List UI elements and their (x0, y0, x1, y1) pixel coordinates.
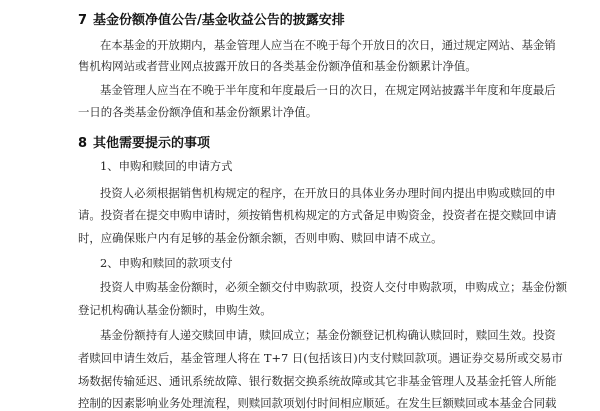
paragraph-line: 请。投资者在提交申购申请时，须按销售机构规定的方式备足申购资金，投资者在提交赎回申请 (78, 208, 557, 222)
paragraph-line: 一日的各类基金份额净值和基金份额累计净值。 (78, 105, 318, 119)
paragraph-line: 投资人必须根据销售机构规定的程序，在开放日的具体业务办理时间内提出申购或赎回的申 (100, 186, 556, 200)
paragraph-line: 基金管理人应当在不晚于半年度和年度最后一日的次日，在规定网站披露半年度和年度最后 (100, 83, 556, 97)
paragraph-line: 控制的因素影响业务处理流程，则赎回款项划付时间相应顺延。在发生巨额赎回或本基金合同载 (78, 396, 557, 410)
section-8-title: 其他需要提示的事项 (93, 136, 211, 151)
paragraph-line: 场数据传输延迟、通讯系统故障、银行数据交换系统故障或其它非基金管理人及基金托管人所能 (78, 374, 557, 388)
paragraph-line: 在本基金的开放期内，基金管理人应当在不晚于每个开放日的次日，通过规定网站、基金销 (100, 38, 556, 52)
subsection-heading: 2、申购和赎回的款项支付 (100, 256, 233, 270)
paragraph-line: 登记机构确认基金份额时，申购生效。 (78, 303, 272, 317)
section-7-number: 7 (78, 13, 88, 28)
section-8-number: 8 (78, 136, 88, 151)
paragraph-line: 基金份额持有人递交赎回申请，赎回成立；基金份额登记机构确认赎回时，赎回生效。投资 (100, 328, 556, 342)
section-7-title: 基金份额净值公告/基金收益公告的披露安排 (93, 13, 345, 28)
paragraph-line: 时，应确保账户内有足够的基金份额余额，否则申购、赎回申请不成立。 (78, 231, 443, 245)
paragraph-line: 投资人申购基金份额时，必须全额交付申购款项，投资人交付申购款项，申购成立；基金份额 (100, 280, 568, 294)
paragraph-line: 者赎回申请生效后，基金管理人将在 T+7 日(包括该日)内支付赎回款项。遇证券交易所或交易市 (78, 351, 563, 365)
section-8-heading (78, 135, 210, 153)
subsection-heading: 1、申购和赎回的申请方式 (100, 159, 233, 173)
paragraph-line: 售机构网站或者营业网点披露开放日的各类基金份额净值和基金份额累计净值。 (78, 59, 477, 73)
section-7-heading (78, 12, 345, 30)
